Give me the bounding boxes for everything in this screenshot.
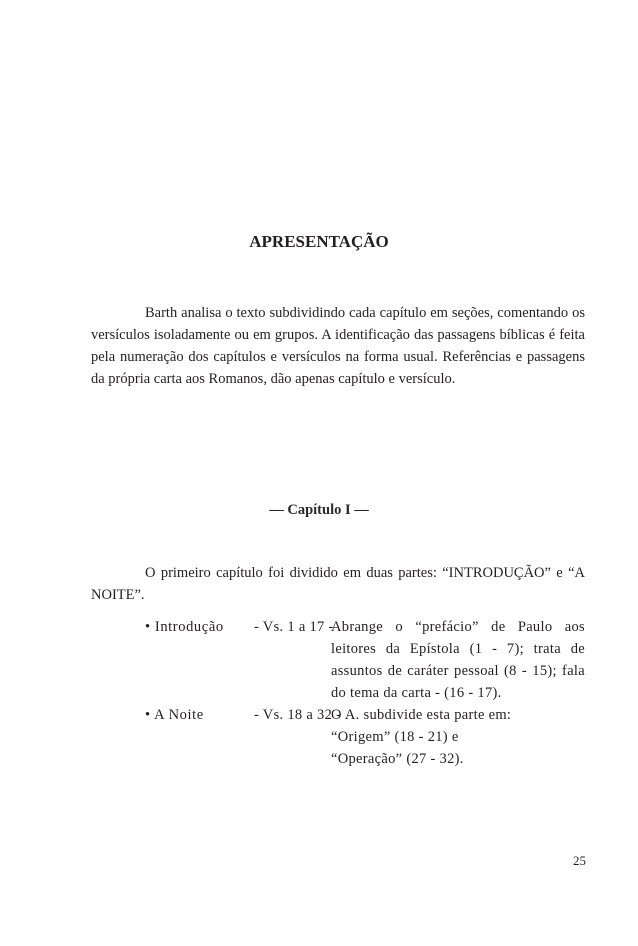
- intro-paragraph: Barth analisa o texto subdividindo cada capítulo em seções, comentando os versículos isoladamente ou em grupos. A identificação das passagens bíblicas é feita pela numeração dos capítulos e versículos na forma usual. Referências e passagens da própria carta aos Romanos, dão apenas capítulo e versículo.: [91, 305, 585, 387]
- part-description-a-noite: [331, 704, 585, 770]
- description-line: “Origem” (18 - 21) e: [331, 729, 459, 745]
- page-number: 25: [573, 853, 586, 868]
- chapter-heading: — Capítulo I —: [269, 502, 369, 518]
- description-line: O A. subdivide esta parte em:: [331, 707, 512, 723]
- part-label-introducao: • Introdução: [145, 619, 224, 635]
- part-description-introducao: Abrange o “prefácio” de Paulo aos leitores da Epístola (1 - 7); trata de assuntos de caráter pessoal (8 - 15); fala do tema da carta - (16 - 17).: [331, 619, 585, 701]
- chapter-paragraph: O primeiro capítulo foi dividido em duas partes: “INTRODUÇÃO” e “A NOITE”.: [91, 565, 585, 603]
- part-verses-introducao: - Vs. 1 a 17 -: [254, 619, 334, 635]
- description-line: “Operação” (27 - 32).: [331, 751, 464, 767]
- part-label-a-noite: • A Noite: [145, 707, 204, 723]
- part-verses-a-noite: - Vs. 18 a 32 -: [254, 707, 342, 723]
- page-title: APRESENTAÇÃO: [249, 232, 389, 251]
